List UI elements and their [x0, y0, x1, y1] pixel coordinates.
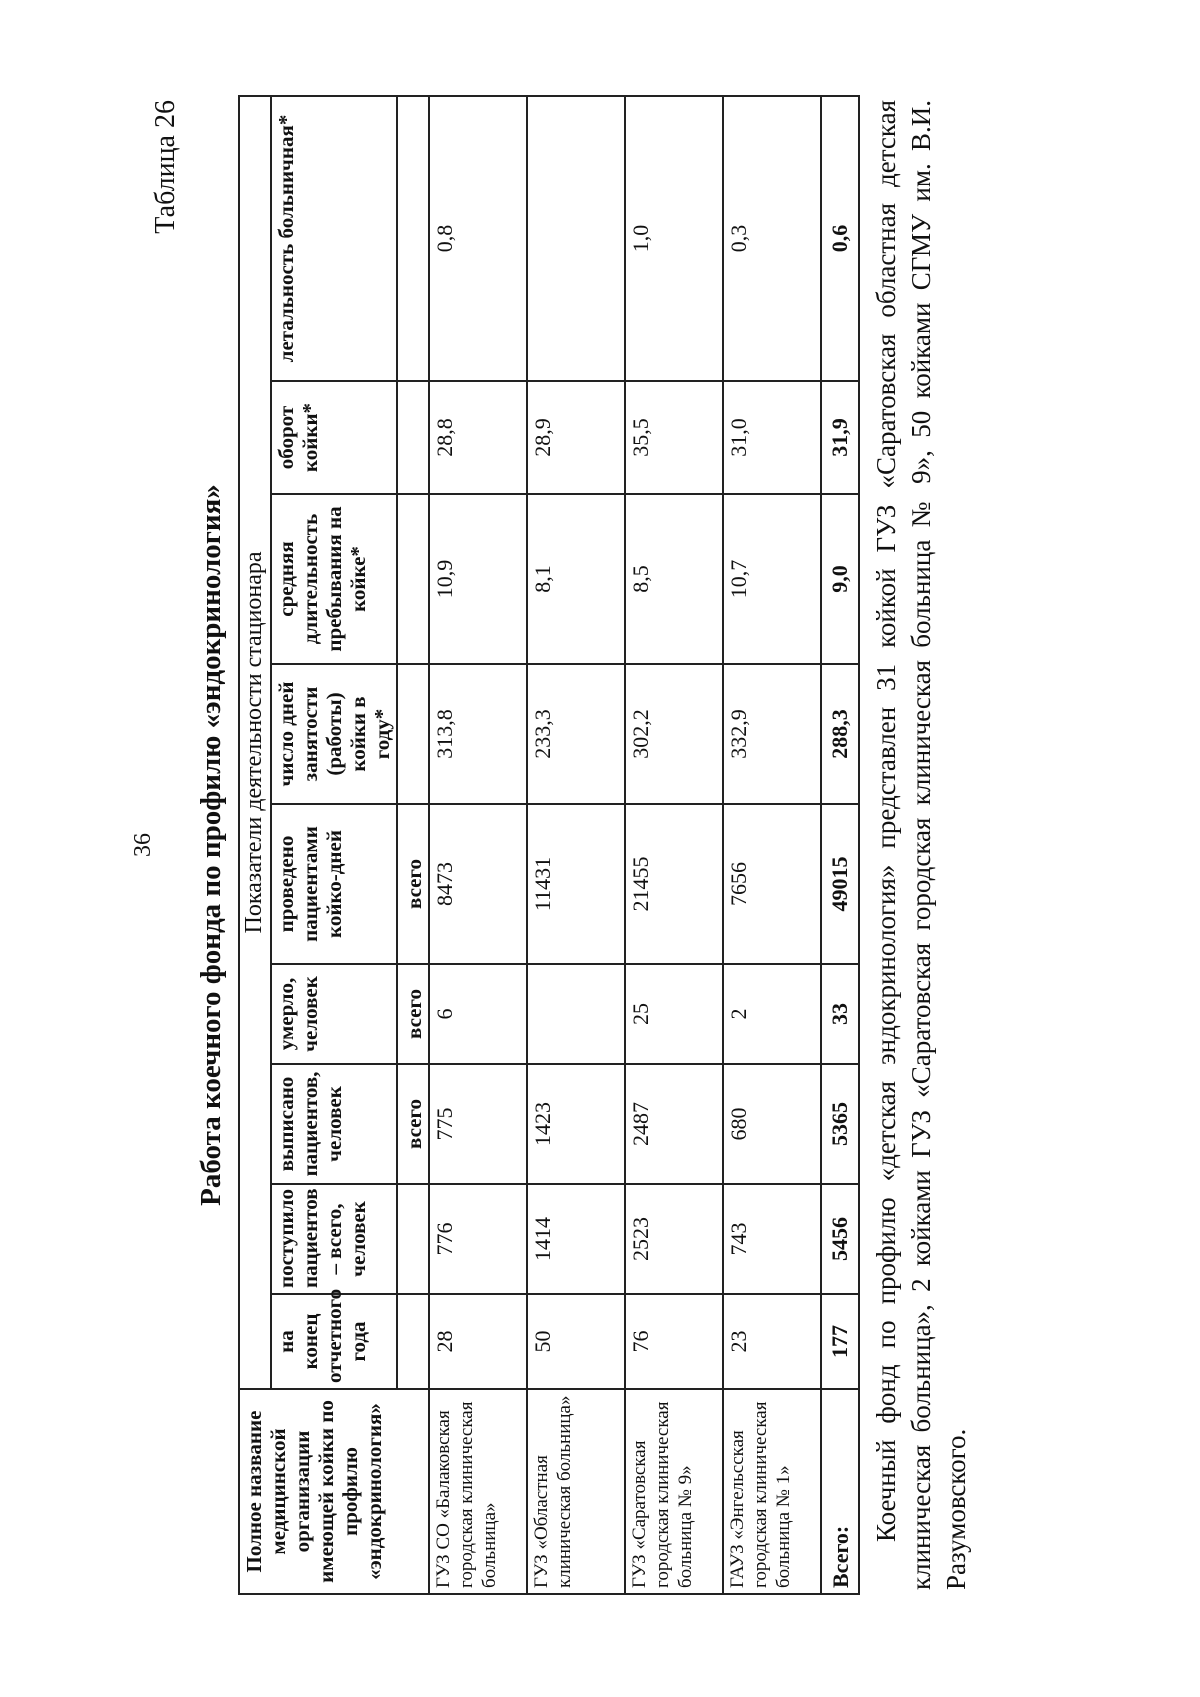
- header-sub: [397, 664, 429, 804]
- total-cell: 0,6: [821, 96, 859, 381]
- total-cell: 9,0: [821, 494, 859, 664]
- header-col: число дней занятости (работы) койки в году*: [271, 664, 397, 804]
- total-cell: 49015: [821, 804, 859, 964]
- table-cell: 1423: [527, 1064, 625, 1184]
- document-sheet: [130, 90, 1030, 1600]
- table-row: [723, 96, 821, 1594]
- table-cell: 775: [429, 1064, 527, 1184]
- table-cell: 1,0: [625, 96, 723, 381]
- org-name: ГУЗ СО «Балаковская городская клиническая больница»: [429, 1389, 527, 1594]
- header-sub: [397, 381, 429, 494]
- table-cell: 21455: [625, 804, 723, 964]
- header-sub: всего: [397, 1064, 429, 1184]
- total-cell: 288,3: [821, 664, 859, 804]
- total-row: [821, 96, 859, 1594]
- table-cell: 28,8: [429, 381, 527, 494]
- table-cell: 25: [625, 964, 723, 1064]
- total-cell: 5365: [821, 1064, 859, 1184]
- table-cell: 6: [429, 964, 527, 1064]
- table-cell: 2: [723, 964, 821, 1064]
- org-name: ГАУЗ «Энгельсская городская клиническая больница № 1»: [723, 1389, 821, 1594]
- org-name: ГУЗ «Областная клиническая больница»: [527, 1389, 625, 1594]
- table-cell: 302,2: [625, 664, 723, 804]
- total-cell: 177: [821, 1294, 859, 1389]
- table-cell: 1414: [527, 1184, 625, 1294]
- table-cell: 0,8: [429, 96, 527, 381]
- table-cell: 8,5: [625, 494, 723, 664]
- header-col: на конец отчетного года: [271, 1294, 397, 1389]
- org-name: ГУЗ «Саратовская городская клиническая больница № 9»: [625, 1389, 723, 1594]
- header-sub: всего: [397, 804, 429, 964]
- table-cell: 35,5: [625, 381, 723, 494]
- table-cell: [527, 96, 625, 381]
- header-col: умерло, человек: [271, 964, 397, 1064]
- table-cell: 31,0: [723, 381, 821, 494]
- table-cell: 50: [527, 1294, 625, 1389]
- bed-fund-note: Коечный фонд по профилю «детская эндокринология» представлен 31 койкой ГУЗ «Саратовская областная детская клиническая больница», 2 койками ГУЗ «Саратовская городская клиническая больница № 9», 50 койками СГМУ им. В.И. Разумовского.: [871, 100, 971, 1590]
- header-col: поступило пациентов – всего, человек: [271, 1184, 397, 1294]
- total-cell: 5456: [821, 1184, 859, 1294]
- table-cell: 313,8: [429, 664, 527, 804]
- table-title: Работа коечного фонда по профилю «эндокринология»: [195, 484, 227, 1206]
- header-col: средняя длительность пребывания на койке*: [271, 494, 397, 664]
- total-cell: 31,9: [821, 381, 859, 494]
- table-cell: 8,1: [527, 494, 625, 664]
- bed-fund-table: [238, 95, 860, 1595]
- table-cell: 2487: [625, 1064, 723, 1184]
- header-org: Полное название медицинской организации имеющей койки по профилю «эндокринология»: [239, 1389, 429, 1594]
- header-sub: [397, 1294, 429, 1389]
- table-cell: 23: [723, 1294, 821, 1389]
- table-cell: 0,3: [723, 96, 821, 381]
- total-label: Всего:: [821, 1389, 859, 1594]
- table-cell: 680: [723, 1064, 821, 1184]
- table-cell: 332,9: [723, 664, 821, 804]
- header-col: оборот койки*: [271, 381, 397, 494]
- table-cell: 2523: [625, 1184, 723, 1294]
- table-number: Таблица 26: [150, 100, 181, 234]
- total-cell: 33: [821, 964, 859, 1064]
- header-sub: всего: [397, 964, 429, 1064]
- table-cell: 11431: [527, 804, 625, 964]
- table-cell: 76: [625, 1294, 723, 1389]
- table-cell: 233,3: [527, 664, 625, 804]
- table-row: [429, 96, 527, 1594]
- header-group: Показатели деятельности стационара: [239, 96, 271, 1389]
- table-cell: 28: [429, 1294, 527, 1389]
- header-col: летальность больничная*: [271, 96, 397, 381]
- table-cell: [527, 964, 625, 1064]
- table-cell: 743: [723, 1184, 821, 1294]
- header-sub: [397, 1184, 429, 1294]
- table-row: [625, 96, 723, 1594]
- table-cell: 8473: [429, 804, 527, 964]
- table-row: [527, 96, 625, 1594]
- header-sub: [397, 494, 429, 664]
- table-cell: 28,9: [527, 381, 625, 494]
- table-cell: 776: [429, 1184, 527, 1294]
- header-sub: [397, 96, 429, 381]
- table-cell: 10,7: [723, 494, 821, 664]
- header-col: выписано пациентов, человек: [271, 1064, 397, 1184]
- table-cell: 10,9: [429, 494, 527, 664]
- page-number: 36: [130, 833, 156, 857]
- header-col: проведено пациентами койко-дней: [271, 804, 397, 964]
- table-cell: 7656: [723, 804, 821, 964]
